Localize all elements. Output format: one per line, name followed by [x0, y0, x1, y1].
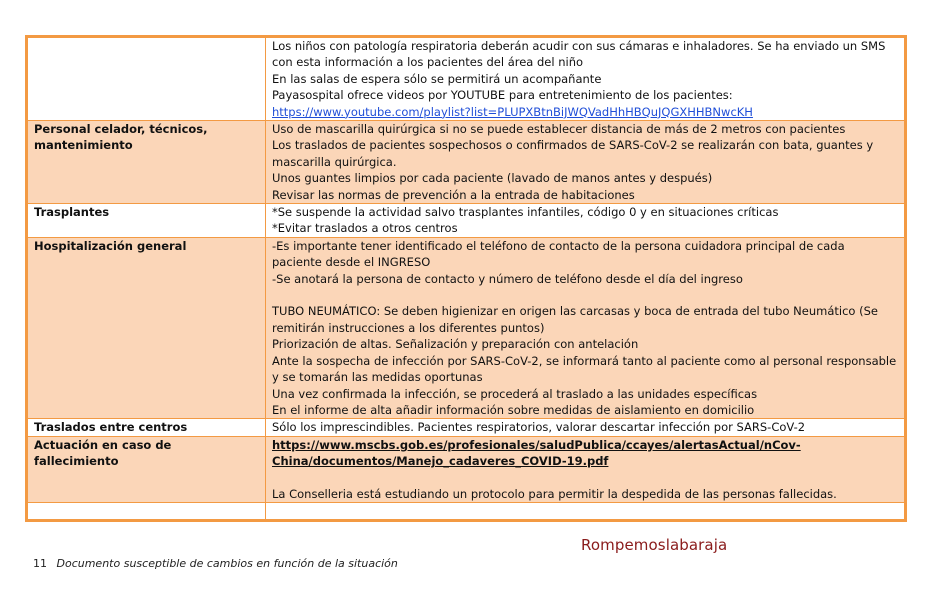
- row-label: Actuación en caso de fallecimiento: [28, 436, 266, 503]
- row-content: [266, 121, 905, 204]
- document-table: [25, 35, 907, 522]
- footer-note: Documento susceptible de cambios en función de la situación: [56, 557, 398, 570]
- table-row-children: [28, 38, 905, 121]
- text-line: -Se anotará la persona de contacto y número de teléfono desde el día del ingreso: [272, 271, 743, 286]
- text-line: Los niños con patología respiratoria deberán acudir con sus cámaras e inhaladores. Se ha enviado un SMS con esta información a los pacientes del área del niño: [272, 39, 886, 70]
- row-content: [266, 204, 905, 238]
- empty-cell: [28, 503, 266, 520]
- empty-cell: [266, 503, 905, 520]
- row-content: [266, 419, 905, 436]
- text-line: Revisar las normas de prevención a la entrada de habitaciones: [272, 187, 635, 202]
- text-line: Una vez confirmada la infección, se procederá al traslado a las unidades específicas: [272, 386, 758, 401]
- youtube-playlist-link[interactable]: https://www.youtube.com/playlist?list=PLUPXBtnBiJWQVadHhHBQuJQGXHHBNwcKH: [272, 104, 753, 119]
- text-line: En el informe de alta añadir información sobre medidas de aislamiento en domicilio: [272, 402, 755, 417]
- row-label: [28, 38, 266, 121]
- row-content: [266, 38, 905, 121]
- text-line: Unos guantes limpios por cada paciente (lavado de manos antes y después): [272, 171, 713, 186]
- row-label: Traslados entre centros: [28, 419, 266, 436]
- table-row-traslados: [28, 419, 905, 436]
- row-label: Hospitalización general: [28, 237, 266, 418]
- mscbs-document-link[interactable]: https://www.mscbs.gob.es/profesionales/saludPublica/ccayes/alertasActual/nCov-China/documentos/Manejo_cadaveres_COVID-19.pdf: [272, 437, 801, 469]
- text-line: *Se suspende la actividad salvo trasplantes infantiles, código 0 y en situaciones críticas: [272, 205, 779, 220]
- text-line: TUBO NEUMÁTICO: Se deben higienizar en origen las carcasas y boca de entrada del tubo Neumático (Se remitirán instrucciones a los diferentes puntos): [272, 304, 878, 335]
- text-line: En las salas de espera sólo se permitirá un acompañante: [272, 71, 602, 86]
- row-content: [266, 436, 905, 503]
- table-row-trasplantes: [28, 204, 905, 238]
- text-line: La Conselleria está estudiando un protocolo para permitir la despedida de las personas fallecidas.: [272, 486, 837, 501]
- table-row-personal: [28, 121, 905, 204]
- text-line: Priorización de altas. Señalización y preparación con antelación: [272, 337, 639, 352]
- row-content: [266, 237, 905, 418]
- text-line: Sólo los imprescindibles. Pacientes respiratorios, valorar descartar infección por SARS-CoV-2: [272, 420, 806, 435]
- row-label: Personal celador, técnicos, mantenimiento: [28, 121, 266, 204]
- blank-line: [272, 470, 898, 486]
- table-row-empty: [28, 503, 905, 520]
- table-row-fallecimiento: [28, 436, 905, 503]
- protocol-table: [27, 37, 905, 520]
- page-footer: [33, 557, 398, 570]
- text-line: Uso de mascarilla quirúrgica si no se puede establecer distancia de más de 2 metros con pacientes: [272, 122, 846, 137]
- text-line: *Evitar traslados a otros centros: [272, 221, 458, 236]
- table-row-hospitalizacion: [28, 237, 905, 418]
- row-label: Trasplantes: [28, 204, 266, 238]
- text-line: Payasospital ofrece videos por YOUTUBE para entretenimiento de los pacientes:: [272, 88, 733, 103]
- text-line: Ante la sospecha de infección por SARS-CoV-2, se informará tanto al paciente como al personal responsable y se tomarán las medidas oportunas: [272, 353, 897, 385]
- text-line: -Es importante tener identificado el teléfono de contacto de la persona cuidadora principal de cada paciente desde el INGRESO: [272, 238, 845, 270]
- page-number: 11: [33, 557, 47, 570]
- brand-text: Rompemoslabaraja: [581, 536, 728, 554]
- blank-line: [272, 287, 898, 303]
- text-line: Los traslados de pacientes sospechosos o confirmados de SARS-CoV-2 se realizarán con bata, guantes y mascarilla quirúrgica.: [272, 138, 874, 169]
